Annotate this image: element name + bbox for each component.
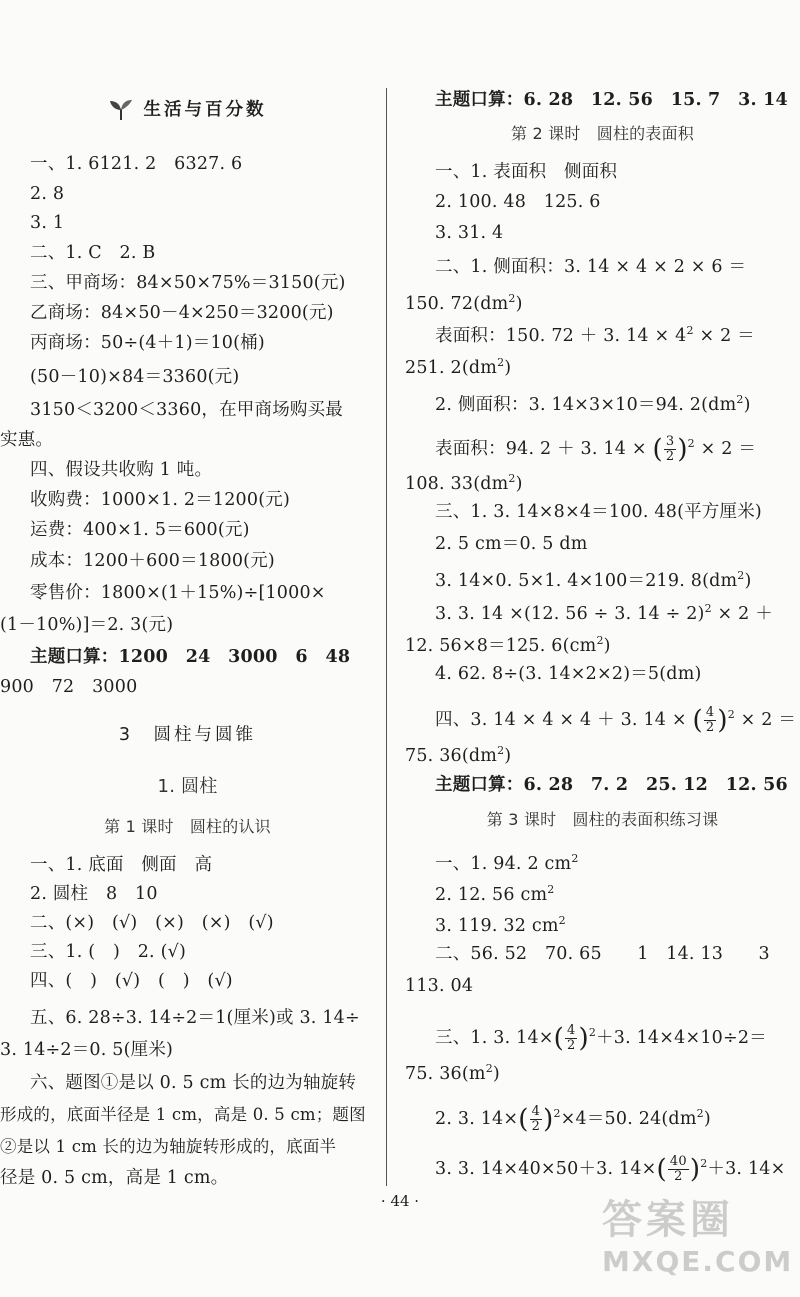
paren: (	[692, 705, 703, 736]
superscript: 2	[727, 708, 735, 721]
answer-line: 2. 5 cm＝0. 5 dm	[435, 534, 588, 554]
superscript: 2	[704, 602, 712, 615]
answer-line	[405, 351, 511, 380]
answer-line	[435, 424, 756, 469]
watermark-logo	[602, 1188, 794, 1283]
answer-line: 2. 8	[30, 184, 65, 204]
answer-line: 4. 62. 8÷(3. 14×2×2)＝5(dm)	[435, 664, 702, 684]
paren: )	[689, 1154, 701, 1185]
answer-line: 径是 0. 5 cm，高是 1 cm。	[0, 1168, 229, 1188]
answer-line: 一、1. 6121. 2 6327. 6	[30, 154, 243, 174]
answer-line	[435, 319, 755, 348]
sprout-icon	[108, 100, 143, 120]
title-text: 生活与百分数	[143, 100, 267, 120]
answer-line: 五、6. 28÷3. 14÷2＝1(厘米)或 3. 14÷	[30, 1008, 360, 1028]
text: 表面积：94. 2 ＋ 3. 14 ×	[435, 438, 653, 459]
denominator: 2	[567, 1037, 576, 1053]
paren: )	[543, 1104, 554, 1135]
text: ×4＝50. 24(dm	[560, 1108, 697, 1129]
answer-line	[435, 847, 579, 876]
superscript: 2	[558, 914, 566, 927]
answer-line	[435, 695, 796, 740]
text: 150. 72(dm	[405, 293, 509, 314]
answer-line	[405, 287, 523, 316]
answer-line: 形成的，底面半径是 1 cm，高是 0. 5 cm；题图	[0, 1105, 366, 1124]
text: )	[504, 745, 512, 766]
text: 75. 36(m	[405, 1063, 486, 1084]
answer-line	[405, 629, 611, 658]
answer-line	[435, 909, 566, 938]
answer-line: 3. 14÷2＝0. 5(厘米)	[0, 1040, 174, 1060]
text: 3. 119. 32 cm	[435, 915, 559, 936]
superscript: 2	[485, 1062, 493, 1075]
text: 四、3. 14 × 4 × 4 ＋ 3. 14 ×	[435, 709, 693, 730]
answer-line: ②是以 1 cm 长的边为轴旋转形成的，底面半	[0, 1137, 337, 1156]
answer-line	[435, 597, 773, 626]
paren: )	[677, 434, 688, 465]
superscript: 2	[737, 569, 745, 582]
text: 表面积：150. 72 ＋ 3. 14 × 4	[435, 325, 687, 346]
answer-line: 乙商场：84×50－4×250＝3200(元)	[30, 303, 334, 323]
answer-line: 四、假设共收购 1 吨。	[30, 460, 213, 480]
text: ＋3. 14×4×10÷2＝	[596, 1027, 767, 1048]
numerator: 40	[669, 1153, 687, 1169]
denominator: 2	[531, 1118, 541, 1134]
answer-line: (50－10)×84＝3360(元)	[30, 367, 240, 387]
chapter-heading: 3 圆柱与圆锥	[118, 725, 257, 745]
superscript: 2	[736, 393, 744, 406]
answer-line: 三、1. 3. 14×8×4＝100. 48(平方厘米)	[435, 502, 762, 522]
section-title	[0, 98, 375, 122]
answer-line: 实惠。	[0, 430, 54, 450]
answer-line: 2. 100. 48 125. 6	[435, 192, 601, 212]
paren: (	[518, 1104, 529, 1135]
superscript: 2	[696, 1107, 704, 1120]
answer-line	[435, 1094, 711, 1139]
answer-line: 三、1. ( ) 2. (√)	[30, 942, 186, 962]
answer-line: 六、题图①是以 0. 5 cm 长的边为轴旋转	[30, 1073, 357, 1093]
answer-line: 2. 圆柱 8 10	[30, 884, 158, 904]
superscript: 2	[553, 1107, 561, 1120]
text: )	[744, 570, 752, 591]
denominator: 2	[665, 448, 675, 464]
oral-calc-line: 主题口算：6. 28 12. 56 15. 7 3. 14	[435, 90, 788, 110]
answer-line: 113. 04	[405, 976, 474, 996]
paren: (	[656, 1154, 667, 1185]
paren: )	[578, 1023, 589, 1054]
answer-line: 二、1. C 2. B	[30, 243, 156, 263]
answer-line: 运费：400×1. 5＝600(元)	[30, 520, 250, 540]
text: )	[515, 293, 523, 314]
text: 108. 33(dm	[405, 473, 509, 494]
answer-line: 一、1. 底面 侧面 高	[30, 855, 213, 875]
numerator: 4	[567, 1022, 576, 1038]
text: × 2 ＝	[734, 709, 797, 730]
text: 12. 56×8＝125. 6(cm	[405, 635, 597, 656]
answer-line: 丙商场：50÷(4＋1)＝10(桶)	[30, 333, 265, 353]
superscript: 2	[687, 437, 695, 450]
answer-line: 二、56. 52 70. 65 1 14. 13 3	[435, 944, 770, 964]
answer-line	[435, 878, 554, 907]
fraction	[664, 435, 676, 464]
answer-line: 三、甲商场：84×50×75%＝3150(元)	[30, 273, 346, 293]
oral-calc-line: 主题口算：6. 28 7. 2 25. 12 12. 56	[435, 775, 788, 795]
fraction	[668, 1155, 689, 1184]
numerator: 4	[531, 1103, 541, 1119]
text: 2. 12. 56 cm	[435, 884, 548, 905]
fraction	[530, 1105, 542, 1134]
answer-line: 3150＜3200＜3360，在甲商场购买最	[30, 400, 344, 420]
text: ＋3. 14×	[707, 1158, 786, 1179]
watermark-text: 答案圈	[602, 1197, 734, 1243]
answer-line: 四、( ) (√) ( ) (√)	[30, 971, 233, 991]
superscript: 2	[497, 356, 505, 369]
section-heading: 1. 圆柱	[157, 776, 218, 797]
answer-line	[435, 564, 752, 593]
numerator: 4	[705, 704, 715, 720]
lesson-heading: 第 3 课时 圆柱的表面积练习课	[486, 810, 719, 829]
superscript: 2	[571, 852, 579, 865]
superscript: 2	[547, 883, 555, 896]
answer-line: 二、(×) (√) (×) (×) (√)	[30, 913, 274, 933]
text: × 2 ＝	[693, 325, 755, 346]
text: × 2 ＋	[711, 603, 773, 624]
superscript: 2	[508, 472, 516, 485]
superscript: 2	[596, 634, 604, 647]
paren: )	[717, 705, 728, 736]
text: 3. 14×0. 5×1. 4×100＝219. 8(dm	[435, 570, 738, 591]
text: )	[515, 473, 523, 494]
numerator: 3	[665, 433, 675, 449]
text: 75. 36(dm	[405, 745, 498, 766]
text: × 2 ＝	[694, 438, 757, 459]
answer-line: 收购费：1000×1. 2＝1200(元)	[30, 490, 290, 510]
text: 3. 3. 14×40×50＋3. 14×	[435, 1158, 657, 1179]
text: 2. 3. 14×	[435, 1108, 519, 1129]
answer-line: 成本：1200＋600＝1800(元)	[30, 551, 275, 571]
text: )	[504, 357, 512, 378]
answer-line: (1－10%)]＝2. 3(元)	[0, 615, 174, 635]
answer-line	[405, 467, 523, 496]
answer-line: 900 72 3000	[0, 677, 138, 697]
text: )	[492, 1063, 500, 1084]
answer-line	[435, 388, 751, 417]
superscript: 2	[686, 324, 694, 337]
answer-line	[405, 1057, 500, 1086]
lesson-heading: 第 1 课时 圆柱的认识	[104, 817, 271, 836]
text: )	[703, 1108, 711, 1129]
fraction	[704, 706, 716, 735]
superscript: 2	[508, 292, 516, 305]
text: 251. 2(dm	[405, 357, 498, 378]
text: )	[743, 394, 751, 415]
paren: (	[652, 434, 663, 465]
fraction	[565, 1024, 577, 1053]
page-number: · 44 ·	[380, 1192, 420, 1210]
answer-line: 3. 1	[30, 213, 65, 233]
superscript: 2	[700, 1157, 708, 1170]
superscript: 2	[588, 1026, 597, 1039]
text: )	[603, 635, 611, 656]
answer-line: 一、1. 表面积 侧面积	[435, 162, 618, 182]
answer-line: 3. 31. 4	[435, 223, 504, 243]
answer-line: 二、1. 侧面积：3. 14 × 4 × 2 × 6 ＝	[435, 257, 747, 277]
answer-line	[405, 739, 511, 768]
answer-line: 零售价：1800×(1＋15%)÷[1000×	[30, 583, 326, 603]
denominator: 2	[705, 719, 715, 735]
answer-line	[435, 1013, 767, 1058]
lesson-heading: 第 2 课时 圆柱的表面积	[511, 124, 694, 143]
denominator: 2	[674, 1168, 683, 1184]
oral-calc-line: 主题口算：1200 24 3000 6 48	[30, 647, 351, 667]
column-divider	[386, 88, 387, 1186]
paren: (	[553, 1023, 564, 1054]
answer-line	[435, 1144, 785, 1189]
watermark-url: MXQE.COM	[602, 1245, 794, 1278]
superscript: 2	[497, 744, 505, 757]
text: 3. 3. 14 ×(12. 56 ÷ 3. 14 ÷ 2)	[435, 603, 705, 624]
text: 三、1. 3. 14×	[435, 1027, 554, 1048]
text: 2. 侧面积：3. 14×3×10＝94. 2(dm	[435, 394, 737, 415]
text: 一、1. 94. 2 cm	[435, 853, 572, 874]
